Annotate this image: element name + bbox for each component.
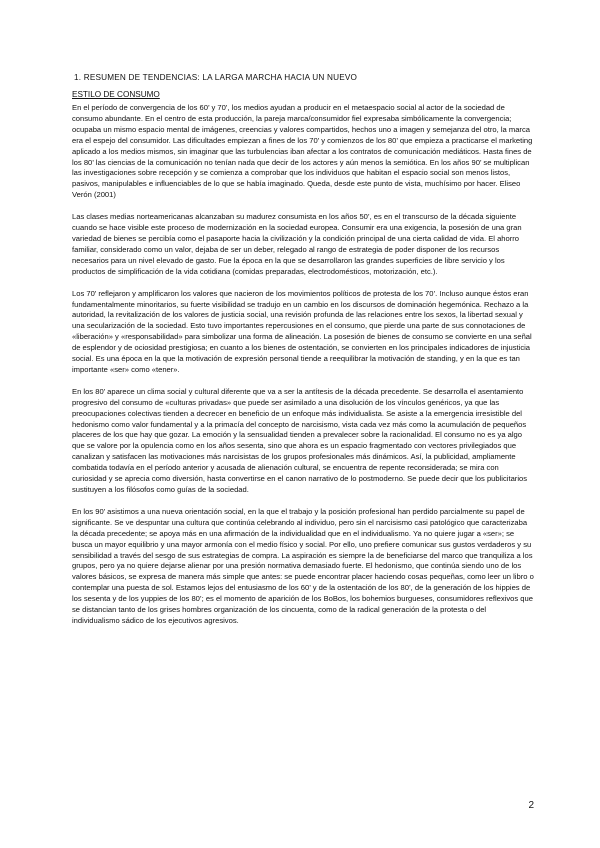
page-number: 2 — [528, 800, 534, 811]
paragraph-1: En el período de convergencia de los 60’ y 70’, los medios ayudan a producir en el metaespacio social al actor de la sociedad de consumo abundante. En el centro de esta producción, la pareja marca/consumidor fiel expresaba simbólicamente la convergencia; ocupaba un mismo espacio mental de imágenes, creencias y valores compartidos, hechos uno a imagen y semejanza del otro, la marca era el espejo del consumidor. Las dificultades empiezan a fines de los 70’ y comienzos de los 80’ que empieza a practicarse el marketing aplicado a los medios mismos, sin imaginar que las turbulencias iban afectar a los contratos de comunicación mediáticos. Hasta fines de los 80’ las ciencias de la comunicación no tenían nada que decir de los actores y aún menos la semiótica. En los años 90’ se multiplican las investigaciones sobre recepción y se comienza a comprobar que los individuos que habitan el espacio social son menos listos, pasivos, manipulables e influenciables de lo que se había imaginado. Queda, desde este punto de vista, muchísimo por hacer. Eliseo Verón (2001) — [72, 103, 533, 200]
paragraph-3: Los 70’ reflejaron y amplificaron los valores que nacieron de los movimientos políticos de protesta de los 70’. Incluso aunque éstos eran fundamentalmente minoritarios, su fuerte visibilidad se tradujo en un cambio en los discursos de dominación hegemónica. Rechazo a la autoridad, la revitalización de los valores de justicia social, una revisión profunda de las relaciones entre los sexos, la libertad sexual y una secularización de la sociedad. Esto tuvo importantes repercusiones en el consumo, que pierde una parte de sus connotaciones de «liberación» y «responsabilidad» para simbolizar una forma de alineación. La posesión de bienes de consumo se convierte en una señal de esplendor y de ociosidad prestigiosa; en cuanto a los bienes de ostentación, se convierten en los principales indicadores de injusticia social. Es una época en la que la motivación de expresión personal tiende a reequilibrar la motivación de standing, y en la que es tan importante «ser» como «tener». — [72, 288, 532, 374]
paragraph-4: En los 80’ aparece un clima social y cultural diferente que va a ser la antítesis de la década precedente. Se desarrolla el asentamiento progresivo del consumo de «culturas privadas» que puede ser asimilado a una disolución de los vínculos genéricos, ya que las preocupaciones colectivas tienden a decrecer en beneficio de un enfoque más individualista. Se asiste a la emergencia irresistible del hedonismo como valor fundamental y a la primacía del concepto de narcisismo, vista cada vez más como la acumulación de pequeños placeres de los que hay que gozar. La emoción y la sensualidad tienden a prevalecer sobre la racionalidad. El consumo no es ya algo que se valore por la opulencia como en los años sesenta, sino que ahora es un espacio fragmentado con vectores privilegiados que canalizan y satisfacen las motivaciones más narcisistas de los grupos profesionales más dinámicos. Así, la publicidad, ampliamente combatida todavía en el período anterior y acusada de alienación cultural, se encuentra de repente reconsiderada; se mira con curiosidad y se aprecia como diversión, hasta convertirse en el canon narrativo de lo postmoderno. Se puede decir que los publicitarios sustituyen a los filósofos como guías de la sociedad. — [72, 386, 528, 494]
section-subheading: ESTILO DE CONSUMO — [72, 90, 160, 99]
paragraph-5: En los 90’ asistimos a una nueva orientación social, en la que el trabajo y la posición profesional han perdido parcialmente su papel de significante. Se ve despuntar una cultura que continúa celebrando al individuo, pero sin el narcisismo casi patológico que caracterizaba la década precedente; se apoya más en una afirmación de la individualidad que en el individualismo. Ya no quiere jugar a «ser»; se busca un mayor equilibrio y una mayor armonía con el medio físico y social. Por ello, uno prefiere comunicar sus gustos verdaderos y su sensibilidad a través del sesgo de sus estrategias de compra. La aspiración es siempre la de beneficiarse del marco que tranquiliza a los grupos, pero ya no quiere dejarse alienar por una presión normativa demasiado fuerte. El hedonismo, que continúa siendo uno de los valores básicos, se expresa de manera más simple que antes: se puede encontrar placer haciendo cosas pequeñas, como leer un libro o contemplar una puesta de sol. Estamos lejos del entusiasmo de los 60’ y de la ostentación de los 80’, de la generación de los hippies de los sesenta y de los yuppies de los 80’; es el momento de aparición de los BoBos, los bohemios burgueses, consumidores reflexivos que se distancian tanto de los grises hombres organización de los cincuenta, como de la radical generación de la protesta o del individualismo sádico de los ejecutivos agresivos. — [72, 506, 534, 625]
paragraph-2: Las clases medias norteamericanas alcanzaban su madurez consumista en los años 50’, es en el transcurso de la década siguiente cuando se hace visible este proceso de modernización en la sociedad europea. Consumir era una exigencia, la posesión de una gran variedad de bienes se percibía como el pasaporte hacia la civilización y la condición principal de una cierta calidad de vida. El ahorro familiar, considerado como un valor, dejaba de ser un deber, relegado al rango de estrategia de poder disponer de los recursos necesarios para un nivel elevado de gasto. Fue la época en la que se desarrollaron las grandes superficies de libre servicio y los productos de simplificación de la vida cotidiana (comidas preparadas, electrodomésticos, motorización, etc.). — [72, 212, 522, 276]
section-heading: 1. RESUMEN DE TENDENCIAS: LA LARGA MARCHA HACIA UN NUEVO — [74, 73, 358, 82]
document-page — [72, 72, 534, 627]
